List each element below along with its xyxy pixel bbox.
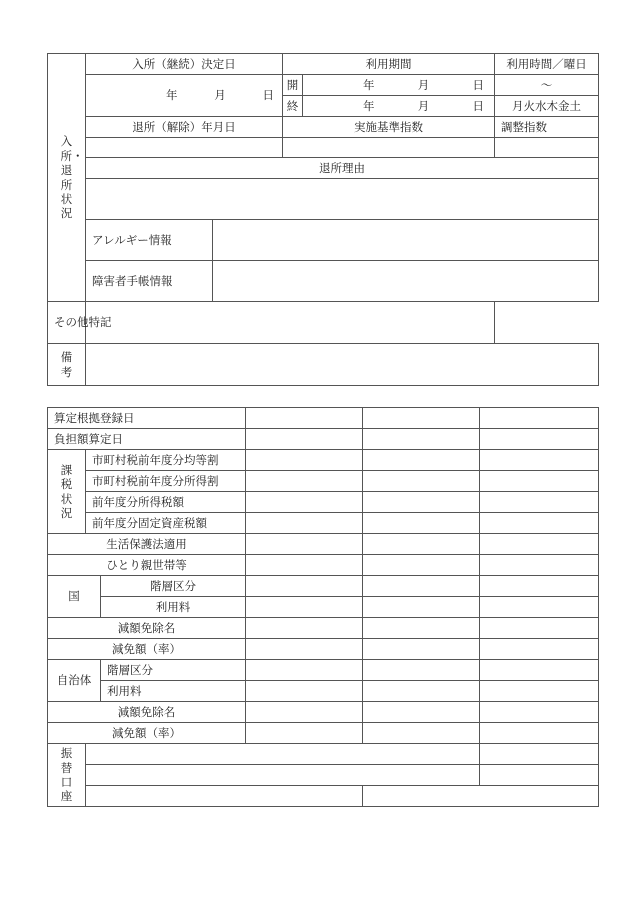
allergy-cell[interactable] (213, 220, 599, 261)
enrollment-side-label: 入所・退所状況 (48, 54, 86, 302)
local-reduction-name-label: 減額免除名 (48, 702, 246, 723)
welfare-label: 生活保護法適用 (48, 534, 246, 555)
transfer-account-cell[interactable] (363, 786, 599, 807)
national-label: 国 (48, 576, 101, 618)
tax-row-label: 前年度分所得税額 (86, 492, 246, 513)
single-parent-label: ひとり親世帯等 (48, 555, 246, 576)
local-fee-label: 利用料 (101, 681, 246, 702)
local-reduction-amount-label: 減免額（率） (48, 723, 246, 744)
transfer-account-cell[interactable] (86, 744, 480, 765)
allergy-label: アレルギー情報 (86, 220, 213, 261)
tax-row-label: 前年度分固定資産税額 (86, 513, 246, 534)
leave-date-cell[interactable] (86, 138, 283, 158)
remarks-cell[interactable] (86, 344, 599, 386)
fee-calculation-table (47, 407, 599, 807)
disability-cell[interactable] (213, 261, 599, 302)
adjust-index-cell[interactable] (495, 138, 599, 158)
usage-period-header: 利用期間 (283, 54, 495, 75)
local-tier-label: 階層区分 (101, 660, 246, 681)
national-fee-label: 利用料 (101, 597, 246, 618)
leave-reason-cell[interactable] (86, 179, 599, 220)
standard-index-cell[interactable] (283, 138, 495, 158)
open-label: 開 (283, 75, 303, 96)
weekdays-label: 月火水木金土 (495, 96, 599, 117)
standard-index-header: 実施基準指数 (283, 117, 495, 138)
time-tilde: 〜 (495, 75, 599, 96)
adjust-index-header: 調整指数 (495, 117, 599, 138)
national-tier-label: 階層区分 (101, 576, 246, 597)
transfer-account-label: 振替口座 (48, 744, 86, 807)
basis-date-label: 算定根拠登録日 (48, 408, 246, 429)
other-label: その他特記 (48, 302, 86, 344)
decision-date-cell[interactable]: 年 月 日 (86, 75, 283, 117)
close-label: 終 (283, 96, 303, 117)
leave-date-header: 退所（解除）年月日 (86, 117, 283, 138)
decision-date-header: 入所（継続）決定日 (86, 54, 283, 75)
transfer-account-cell[interactable] (86, 765, 480, 786)
leave-reason-header: 退所理由 (86, 158, 599, 179)
remarks-label: 備考 (48, 344, 86, 386)
period-end-cell[interactable]: 年 月 日 (303, 96, 495, 117)
burden-date-label: 負担額算定日 (48, 429, 246, 450)
other-cell[interactable] (86, 302, 495, 344)
reduction-name-label: 減額免除名 (48, 618, 246, 639)
usage-time-header: 利用時間／曜日 (495, 54, 599, 75)
local-gov-label: 自治体 (48, 660, 101, 702)
tax-row-label: 市町村税前年度分均等割 (86, 450, 246, 471)
reduction-amount-label: 減免額（率） (48, 639, 246, 660)
enrollment-status-table (47, 53, 599, 386)
period-start-cell[interactable]: 年 月 日 (303, 75, 495, 96)
tax-row-label: 市町村税前年度分所得割 (86, 471, 246, 492)
transfer-account-cell[interactable] (86, 786, 363, 807)
disability-label: 障害者手帳情報 (86, 261, 213, 302)
tax-status-label: 課税状況 (48, 450, 86, 534)
